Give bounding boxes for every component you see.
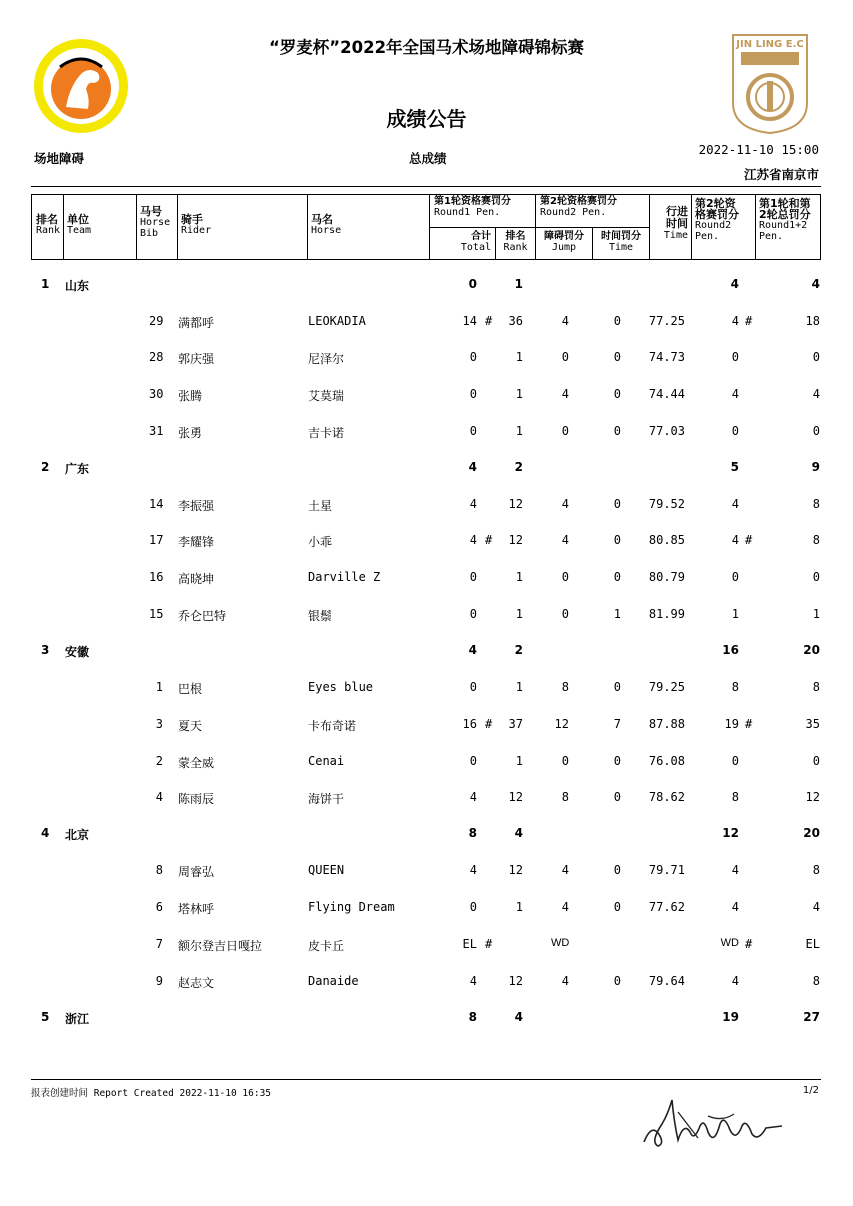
jump-pen: 0 xyxy=(561,607,569,621)
r1-rank: 12 xyxy=(508,974,523,988)
r1-rank: 12 xyxy=(508,497,523,511)
horse-name: 银鬃 xyxy=(308,609,333,623)
team-r1-total: 4 xyxy=(468,643,477,657)
rider-name: 李振强 xyxy=(178,499,215,513)
col-r2pen-cn2: 格赛罚分 xyxy=(695,208,739,221)
team-r2-pen: 16 xyxy=(722,643,739,657)
rider-name: 陈雨辰 xyxy=(178,792,215,806)
r1-flag: # xyxy=(485,533,493,547)
r2-pen: 0 xyxy=(731,754,739,768)
r2-pen: 8 xyxy=(731,680,739,694)
r2-pen: 0 xyxy=(731,570,739,584)
team-name: 山东 xyxy=(65,279,90,293)
horse-name: 卡布奇诺 xyxy=(308,719,357,733)
team-total: 9 xyxy=(811,460,820,474)
r1-total: 4 xyxy=(469,974,477,988)
time-pen: 1 xyxy=(613,607,621,621)
r2-pen: 8 xyxy=(731,790,739,804)
time-pen: 0 xyxy=(613,533,621,547)
jump-pen: 4 xyxy=(561,497,569,511)
r2-flag: # xyxy=(745,937,753,951)
col-bib-en2: Bib xyxy=(140,228,159,239)
col-bib xyxy=(137,194,178,260)
header-divider xyxy=(31,186,821,187)
total-pen: 8 xyxy=(812,680,820,694)
horse-name: 小乖 xyxy=(308,535,333,549)
jump-pen: 4 xyxy=(561,974,569,988)
r1-rank: 1 xyxy=(515,680,523,694)
rider-bib: 17 xyxy=(149,533,164,547)
rider-name: 高晓坤 xyxy=(178,572,215,586)
jump-pen: 8 xyxy=(561,790,569,804)
rider-row xyxy=(31,604,821,626)
team-total: 4 xyxy=(811,277,820,291)
time-pen: 0 xyxy=(613,350,621,364)
r1-total: 4 xyxy=(469,863,477,877)
team-r1-total: 8 xyxy=(468,1010,477,1024)
col-travel-time xyxy=(650,194,692,260)
jump-pen: 0 xyxy=(561,754,569,768)
travel-time: 79.71 xyxy=(648,863,685,877)
total-pen: 0 xyxy=(812,570,820,584)
jump-pen: 4 xyxy=(561,387,569,401)
col-rank-en: Rank xyxy=(36,225,61,236)
rider-name: 张腾 xyxy=(178,389,203,403)
r1-rank: 1 xyxy=(515,570,523,584)
rider-row xyxy=(31,714,821,736)
rider-row xyxy=(31,494,821,516)
rider-bib: 28 xyxy=(149,350,164,364)
team-r2-pen: 19 xyxy=(722,1010,739,1024)
team-r1-rank: 2 xyxy=(514,460,523,474)
rider-row xyxy=(31,567,821,589)
time-pen: 0 xyxy=(613,387,621,401)
rider-bib: 14 xyxy=(149,497,164,511)
signature xyxy=(638,1092,788,1152)
round2-group-en: Round2 Pen. xyxy=(540,207,607,218)
horse-name: Darville Z xyxy=(308,570,381,584)
rider-name: 乔仑巴特 xyxy=(178,609,227,623)
travel-time: 77.03 xyxy=(648,424,685,438)
r1-rank: 1 xyxy=(515,607,523,621)
r1-total: 16 xyxy=(462,717,477,731)
r1-total: 0 xyxy=(469,570,477,584)
rider-row xyxy=(31,860,821,882)
travel-time: 74.44 xyxy=(648,387,685,401)
horse-name: 吉卡诺 xyxy=(308,426,345,440)
team-r2-pen: 12 xyxy=(722,826,739,840)
rider-row xyxy=(31,787,821,809)
rider-name: 郭庆强 xyxy=(178,352,215,366)
r2-pen: 19 xyxy=(724,717,739,731)
jump-pen: 4 xyxy=(561,900,569,914)
total-pen: 4 xyxy=(812,900,820,914)
page-number: 1/2 xyxy=(802,1085,819,1096)
col-rider-en: Rider xyxy=(181,225,212,236)
team-r1-total: 8 xyxy=(468,826,477,840)
total-pen: 8 xyxy=(812,863,820,877)
horse-name: 尼泽尔 xyxy=(308,352,345,366)
horse-name: Danaide xyxy=(308,974,359,988)
r2-pen: 4 xyxy=(731,314,739,328)
rider-bib: 9 xyxy=(155,974,163,988)
team-row xyxy=(31,274,821,296)
travel-time: 80.85 xyxy=(648,533,685,547)
rider-name: 夏天 xyxy=(178,719,203,733)
rider-name: 赵志文 xyxy=(178,976,215,990)
r1-total: 4 xyxy=(469,497,477,511)
col-horse xyxy=(308,194,430,260)
time-pen: 0 xyxy=(613,790,621,804)
r1-total: 0 xyxy=(469,754,477,768)
team-r1-rank: 1 xyxy=(514,277,523,291)
r1-total: 0 xyxy=(469,900,477,914)
rider-bib: 2 xyxy=(155,754,163,768)
horse-name: Flying Dream xyxy=(308,900,395,914)
jump-pen: 4 xyxy=(561,533,569,547)
page-subtitle: 成绩公告 xyxy=(386,107,467,131)
col-group-round2 xyxy=(536,194,650,260)
col-team-cn: 单位 xyxy=(67,213,89,226)
horse-name: QUEEN xyxy=(308,863,345,877)
time-pen: 0 xyxy=(613,314,621,328)
rider-row xyxy=(31,677,821,699)
rider-row xyxy=(31,934,821,956)
col-r2pen-cn1: 第2轮资 xyxy=(695,197,736,210)
r2-pen: 4 xyxy=(731,387,739,401)
horse-name: 皮卡丘 xyxy=(308,939,345,953)
horse-name: Cenai xyxy=(308,754,345,768)
travel-time: 77.25 xyxy=(648,314,685,328)
team-r1-rank: 4 xyxy=(514,1010,523,1024)
r2-pen: 4 xyxy=(731,497,739,511)
r1-rank: 12 xyxy=(508,863,523,877)
rider-bib: 8 xyxy=(155,863,163,877)
rider-bib: 30 xyxy=(149,387,164,401)
total-pen: 8 xyxy=(812,533,820,547)
time-pen: 0 xyxy=(613,680,621,694)
r2-pen: 4 xyxy=(731,974,739,988)
col-total-en2: Pen. xyxy=(759,231,784,242)
time-pen: 0 xyxy=(613,497,621,511)
r1-rank: 1 xyxy=(515,424,523,438)
r1-total: 4 xyxy=(469,533,477,547)
r1-total: 0 xyxy=(469,680,477,694)
rider-name: 张勇 xyxy=(178,426,203,440)
r2-pen: 1 xyxy=(731,607,739,621)
rider-bib: 31 xyxy=(149,424,164,438)
jump-pen: 12 xyxy=(554,717,569,731)
team-row xyxy=(31,1007,821,1029)
rider-bib: 6 xyxy=(155,900,163,914)
r1-flag: # xyxy=(485,937,493,951)
time-pen: 0 xyxy=(613,570,621,584)
team-rank: 5 xyxy=(41,1010,50,1024)
team-r1-total: 0 xyxy=(468,277,477,291)
rider-bib: 16 xyxy=(149,570,164,584)
col-bib-cn: 马号 xyxy=(140,205,162,218)
col-total-en1: Round1+2 xyxy=(759,220,808,231)
col-time-cn: 时间罚分 xyxy=(601,231,641,242)
col-travel-cn1: 行进 xyxy=(666,205,688,218)
total-pen: 0 xyxy=(812,754,820,768)
team-name: 安徽 xyxy=(65,645,90,659)
r2-flag: # xyxy=(745,533,753,547)
r1-flag: # xyxy=(485,717,493,731)
r1-total: 0 xyxy=(469,607,477,621)
team-rank: 1 xyxy=(41,277,50,291)
col-rider-cn: 骑手 xyxy=(181,213,203,226)
rider-name: 塔林呼 xyxy=(178,902,215,916)
total-pen: 0 xyxy=(812,350,820,364)
svg-text:JIN LING E.C: JIN LING E.C xyxy=(736,39,804,50)
col-r1-total-en: Total xyxy=(460,242,491,253)
round1-group-en: Round1 Pen. xyxy=(434,207,501,218)
team-total: 27 xyxy=(803,1010,820,1024)
jump-pen: 4 xyxy=(561,863,569,877)
r1-rank: 1 xyxy=(515,350,523,364)
footer-divider xyxy=(31,1079,821,1080)
col-total-cn1: 第1轮和第 xyxy=(759,197,811,210)
rider-bib: 15 xyxy=(149,607,164,621)
col-group-round1 xyxy=(430,194,536,260)
team-row xyxy=(31,640,821,662)
rider-name: 周睿弘 xyxy=(178,865,215,879)
r1-rank: 36 xyxy=(508,314,523,328)
r2-pen: 4 xyxy=(731,863,739,877)
col-bib-en1: Horse xyxy=(140,217,171,228)
col-r1-rank-cn: 排名 xyxy=(505,231,526,242)
round2-group-cn: 第2轮资格赛罚分 xyxy=(540,196,617,207)
jump-pen: 0 xyxy=(561,350,569,364)
r1-rank: 1 xyxy=(515,900,523,914)
section-label: 总成绩 xyxy=(409,151,447,166)
jump-pen: 0 xyxy=(561,570,569,584)
r1-flag: # xyxy=(485,314,493,328)
rider-row xyxy=(31,751,821,773)
travel-time: 78.62 xyxy=(648,790,685,804)
col-travel-cn2: 时间 xyxy=(666,217,688,230)
team-row xyxy=(31,457,821,479)
col-r2pen-en1: Round2 xyxy=(695,220,732,231)
team-name: 浙江 xyxy=(65,1012,90,1026)
rider-row xyxy=(31,421,821,443)
travel-time: 79.25 xyxy=(648,680,685,694)
r2-pen: 4 xyxy=(731,900,739,914)
rider-row xyxy=(31,311,821,333)
jump-pen: 0 xyxy=(561,424,569,438)
total-pen: 8 xyxy=(812,497,820,511)
col-r1-rank-en: Rank xyxy=(503,242,528,253)
team-r1-rank: 2 xyxy=(514,643,523,657)
col-total-pen xyxy=(756,194,821,260)
r2-pen: 0 xyxy=(731,424,739,438)
horse-name: 艾莫瑞 xyxy=(308,389,345,403)
rider-bib: 7 xyxy=(155,937,163,951)
r1-rank: 12 xyxy=(508,790,523,804)
col-rank xyxy=(31,194,64,260)
r1-total: 14 xyxy=(462,314,477,328)
col-team xyxy=(64,194,137,260)
team-row xyxy=(31,823,821,845)
total-pen: 18 xyxy=(805,314,820,328)
col-team-en: Team xyxy=(67,225,92,236)
event-datetime: 2022-11-10 15:00 xyxy=(698,142,819,157)
team-r1-rank: 4 xyxy=(514,826,523,840)
rider-name: 李耀锋 xyxy=(178,535,215,549)
team-r1-total: 4 xyxy=(468,460,477,474)
total-pen: 8 xyxy=(812,974,820,988)
r1-total: 4 xyxy=(469,790,477,804)
horse-name: 土星 xyxy=(308,499,333,513)
discipline-label: 场地障碍 xyxy=(34,151,85,166)
r1-rank: 1 xyxy=(515,387,523,401)
round1-group-cn: 第1轮资格赛罚分 xyxy=(434,196,511,207)
total-pen: 35 xyxy=(805,717,820,731)
col-horse-cn: 马名 xyxy=(311,213,333,226)
r1-rank: 12 xyxy=(508,533,523,547)
r1-total: 0 xyxy=(469,424,477,438)
event-location: 江苏省南京市 xyxy=(743,167,819,182)
horse-name: LEOKADIA xyxy=(308,314,366,328)
team-r2-pen: 5 xyxy=(730,460,739,474)
col-rank-cn: 排名 xyxy=(36,213,58,226)
travel-time: 79.64 xyxy=(648,974,685,988)
col-round2-pen xyxy=(692,194,756,260)
r1-rank: 1 xyxy=(515,754,523,768)
rider-bib: 29 xyxy=(149,314,164,328)
col-travel-en: Time xyxy=(663,230,688,241)
travel-time: 77.62 xyxy=(648,900,685,914)
rider-bib: 4 xyxy=(155,790,163,804)
total-pen: 1 xyxy=(812,607,820,621)
report-created: 报表创建时间 Report Created 2022-11-10 16:35 xyxy=(31,1088,272,1099)
rider-name: 巴根 xyxy=(178,682,203,696)
r2-pen: WD xyxy=(720,937,739,949)
team-r2-pen: 4 xyxy=(730,277,739,291)
rider-row xyxy=(31,897,821,919)
total-pen: 4 xyxy=(812,387,820,401)
travel-time: 81.99 xyxy=(648,607,685,621)
time-pen: 0 xyxy=(613,900,621,914)
travel-time: 87.88 xyxy=(648,717,685,731)
r2-flag: # xyxy=(745,314,753,328)
r1-total: 0 xyxy=(469,387,477,401)
rider-bib: 3 xyxy=(155,717,163,731)
rider-row xyxy=(31,971,821,993)
travel-time: 79.52 xyxy=(648,497,685,511)
team-rank: 4 xyxy=(41,826,50,840)
col-jump-cn: 障碍罚分 xyxy=(544,231,584,242)
team-total: 20 xyxy=(803,826,820,840)
team-rank: 2 xyxy=(41,460,50,474)
time-pen: 0 xyxy=(613,754,621,768)
rider-bib: 1 xyxy=(155,680,163,694)
time-pen: 0 xyxy=(613,424,621,438)
col-horse-en: Horse xyxy=(311,225,342,236)
col-r2pen-en2: Pen. xyxy=(695,231,720,242)
col-r1-total-cn: 合计 xyxy=(471,231,491,242)
col-rider xyxy=(178,194,308,260)
rider-row xyxy=(31,384,821,406)
time-pen: 0 xyxy=(613,974,621,988)
team-rank: 3 xyxy=(41,643,50,657)
jump-pen: 8 xyxy=(561,680,569,694)
horse-name: 海饼干 xyxy=(308,792,345,806)
r1-rank: 37 xyxy=(508,717,523,731)
col-time-en: Time xyxy=(608,242,634,253)
rider-name: 蒙全威 xyxy=(178,756,215,770)
time-pen: 0 xyxy=(613,863,621,877)
total-pen: 0 xyxy=(812,424,820,438)
r1-total: EL xyxy=(462,937,477,951)
col-jump-en: Jump xyxy=(551,242,577,253)
team-total: 20 xyxy=(803,643,820,657)
r2-flag: # xyxy=(745,717,753,731)
rider-row xyxy=(31,347,821,369)
rider-row xyxy=(31,530,821,552)
team-name: 北京 xyxy=(65,828,90,842)
total-pen: 12 xyxy=(805,790,820,804)
time-pen: 7 xyxy=(613,717,621,731)
page-title: “罗麦杯”2022年全国马术场地障碍锦标赛 xyxy=(268,38,585,57)
horse-name: Eyes blue xyxy=(308,680,374,694)
r2-pen: 4 xyxy=(731,533,739,547)
r2-pen: 0 xyxy=(731,350,739,364)
travel-time: 80.79 xyxy=(648,570,685,584)
travel-time: 76.08 xyxy=(648,754,685,768)
rider-name: 满都呼 xyxy=(178,316,215,330)
team-name: 广东 xyxy=(65,462,90,476)
r1-total: 0 xyxy=(469,350,477,364)
jump-pen: 4 xyxy=(561,314,569,328)
total-pen: EL xyxy=(805,937,820,951)
results-table-header xyxy=(31,194,821,260)
col-total-cn2: 2轮总罚分 xyxy=(759,208,811,221)
travel-time: 74.73 xyxy=(648,350,685,364)
jump-pen: WD xyxy=(551,937,570,949)
rider-name: 额尔登吉日嘎拉 xyxy=(178,939,263,953)
